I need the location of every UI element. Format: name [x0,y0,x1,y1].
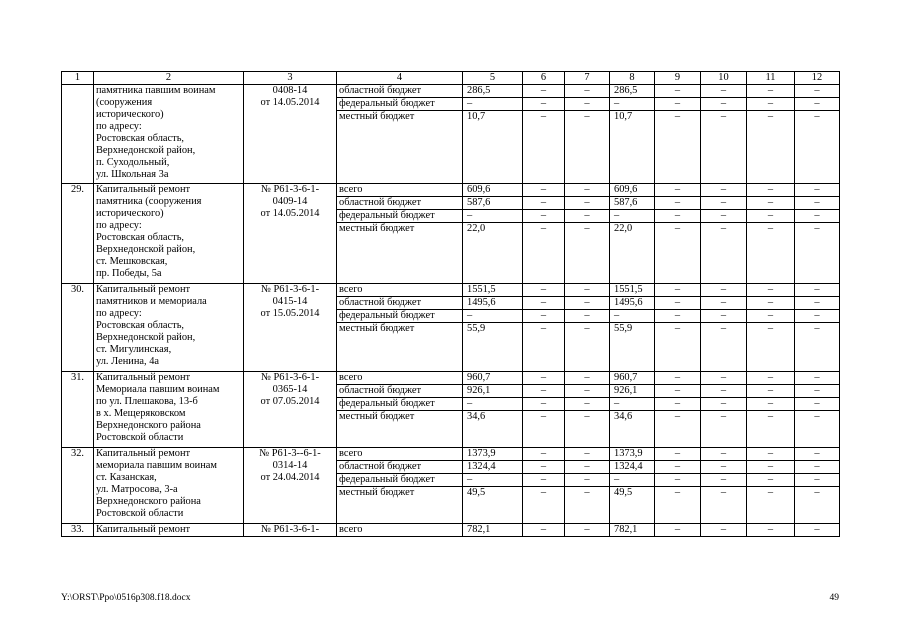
funding-source: областной бюджет [337,461,463,474]
amount-cell-c5: 1495,6 [463,297,523,310]
amount-cell-c10: – [701,223,747,284]
funding-source: областной бюджет [337,297,463,310]
amount-cell-c6: – [523,297,565,310]
description-line: пр. Победы, 5а [96,268,162,279]
description-line: ул. Школьная 3а [96,169,169,180]
amount-cell-c10: – [701,184,747,197]
amount-cell-c5: 587,6 [463,197,523,210]
header-cell: 2 [94,72,244,85]
amount-cell-c12: – [795,385,840,398]
header-cell: 9 [655,72,701,85]
amount-cell-c11: – [747,448,795,461]
description-line: по ул. Плешакова, 13-б [96,396,198,407]
description-line: по адресу: [96,121,142,132]
amount-cell-c9: – [655,197,701,210]
description-line: Капитальный ремонт [96,448,191,459]
funding-source: областной бюджет [337,197,463,210]
amount-cell-c8: 49,5 [610,487,655,524]
amount-cell-c9: – [655,474,701,487]
amount-cell-c7: – [565,411,610,448]
amount-cell-c7: – [565,524,610,537]
amount-cell-c5: 22,0 [463,223,523,284]
funding-source: всего [337,448,463,461]
amount-cell-c12: – [795,197,840,210]
amount-cell-c5: 926,1 [463,385,523,398]
table-row [62,85,840,98]
amount-cell-c12: – [795,111,840,184]
amount-cell-c5: 49,5 [463,487,523,524]
amount-cell-c6: – [523,98,565,111]
amount-cell-c12: – [795,85,840,98]
amount-cell-c11: – [747,98,795,111]
amount-cell-c7: – [565,323,610,372]
description-line: Верхнедонской район, [96,145,196,156]
object-description [94,284,244,372]
description-line: Верхнедонского района [96,420,201,431]
amount-cell-c7: – [565,85,610,98]
description-line: ст. Казанская, [96,472,157,483]
header-cell: 6 [523,72,565,85]
amount-cell-c10: – [701,310,747,323]
amount-cell-c10: – [701,197,747,210]
funding-source: областной бюджет [337,85,463,98]
amount-cell-c9: – [655,411,701,448]
amount-cell-c12: – [795,398,840,411]
document-line: от 14.05.2014 [260,208,320,219]
amount-cell-c6: – [523,385,565,398]
document-line: 0415-14 [272,296,308,307]
amount-cell-c7: – [565,210,610,223]
amount-cell-c6: – [523,524,565,537]
amount-cell-c9: – [655,284,701,297]
description-line: Капитальный ремонт [96,184,191,195]
funding-source: местный бюджет [337,411,463,448]
description-line: Капитальный ремонт [96,284,191,295]
description-line: в х. Мещеряковском [96,408,186,419]
amount-cell-c6: – [523,487,565,524]
amount-cell-c11: – [747,284,795,297]
funding-source: местный бюджет [337,223,463,284]
amount-cell-c6: – [523,85,565,98]
amount-cell-c7: – [565,398,610,411]
amount-cell-c7: – [565,284,610,297]
amount-cell-c7: – [565,197,610,210]
amount-cell-c9: – [655,323,701,372]
description-line: памятника павшим воинам [96,85,216,96]
amount-cell-c5: 1324,4 [463,461,523,474]
amount-cell-c11: – [747,385,795,398]
amount-cell-c8: – [610,398,655,411]
amount-cell-c6: – [523,398,565,411]
amount-cell-c9: – [655,85,701,98]
description-line: Капитальный ремонт [96,524,191,535]
header-cell: 7 [565,72,610,85]
amount-cell-c10: – [701,524,747,537]
amount-cell-c7: – [565,184,610,197]
amount-cell-c7: – [565,297,610,310]
amount-cell-c9: – [655,210,701,223]
description-line: Ростовская область, [96,232,185,243]
funding-source: местный бюджет [337,323,463,372]
amount-cell-c9: – [655,297,701,310]
amount-cell-c5: 609,6 [463,184,523,197]
description-line: ул. Ленина, 4а [96,356,160,367]
document-line: № Р61-3--6-1- [259,448,321,459]
description-line: Ростовской области [96,432,184,443]
description-line: памятника (сооружения [96,196,202,207]
amount-cell-c6: – [523,111,565,184]
amount-cell-c9: – [655,372,701,385]
amount-cell-c12: – [795,461,840,474]
amount-cell-c7: – [565,310,610,323]
amount-cell-c8: – [610,210,655,223]
page-number: 49 [829,593,839,603]
amount-cell-c10: – [701,448,747,461]
amount-cell-c7: – [565,461,610,474]
amount-cell-c11: – [747,487,795,524]
header-cell: 11 [747,72,795,85]
amount-cell-c6: – [523,310,565,323]
amount-cell-c10: – [701,474,747,487]
amount-cell-c12: – [795,487,840,524]
amount-cell-c9: – [655,98,701,111]
object-description [94,448,244,524]
description-line: Верхнедонской район, [96,244,196,255]
amount-cell-c12: – [795,323,840,372]
table-row [62,184,840,197]
amount-cell-c10: – [701,487,747,524]
document-line: от 15.05.2014 [260,308,320,319]
amount-cell-c8: 1373,9 [610,448,655,461]
amount-cell-c11: – [747,474,795,487]
amount-cell-c7: – [565,448,610,461]
description-line: Мемориала павшим воинам [96,384,220,395]
header-cell: 3 [244,72,337,85]
amount-cell-c12: – [795,448,840,461]
amount-cell-c8: 10,7 [610,111,655,184]
document-reference [244,448,337,524]
amount-cell-c5: 10,7 [463,111,523,184]
amount-cell-c5: 1373,9 [463,448,523,461]
funding-source: всего [337,372,463,385]
document-line: № Р61-3-6-1- [260,524,320,535]
amount-cell-c10: – [701,372,747,385]
amount-cell-c8: – [610,98,655,111]
amount-cell-c10: – [701,210,747,223]
amount-cell-c8: 55,9 [610,323,655,372]
document-reference [244,85,337,184]
amount-cell-c6: – [523,210,565,223]
header-cell: 10 [701,72,747,85]
description-line: по адресу: [96,220,142,231]
description-line: исторического) [96,109,164,120]
amount-cell-c6: – [523,197,565,210]
amount-cell-c8: 286,5 [610,85,655,98]
amount-cell-c6: – [523,461,565,474]
header-cell: 4 [337,72,463,85]
amount-cell-c7: – [565,223,610,284]
amount-cell-c12: – [795,223,840,284]
amount-cell-c8: 960,7 [610,372,655,385]
table-body [62,85,840,537]
amount-cell-c10: – [701,398,747,411]
amount-cell-c8: 926,1 [610,385,655,398]
amount-cell-c5: – [463,98,523,111]
document-line: 0314-14 [272,460,308,471]
document-line: 0409-14 [272,196,308,207]
amount-cell-c10: – [701,385,747,398]
header-cell: 12 [795,72,840,85]
amount-cell-c6: – [523,223,565,284]
funding-source: федеральный бюджет [337,310,463,323]
amount-cell-c7: – [565,474,610,487]
funding-source: всего [337,524,463,537]
header-cell: 5 [463,72,523,85]
amount-cell-c7: – [565,372,610,385]
amount-cell-c5: – [463,474,523,487]
document-line: от 14.05.2014 [260,97,320,108]
amount-cell-c7: – [565,487,610,524]
amount-cell-c8: 1324,4 [610,461,655,474]
document-path: Y:\ORST\Ppo\0516p308.f18.docx [61,593,191,603]
description-line: Ростовской области [96,508,184,519]
funding-source: федеральный бюджет [337,398,463,411]
amount-cell-c7: – [565,98,610,111]
amount-cell-c11: – [747,223,795,284]
amount-cell-c5: 34,6 [463,411,523,448]
funding-source: местный бюджет [337,487,463,524]
amount-cell-c11: – [747,323,795,372]
document-line: от 24.04.2014 [260,472,320,483]
amount-cell-c8: – [610,310,655,323]
description-line: Капитальный ремонт [96,372,191,383]
amount-cell-c8: 22,0 [610,223,655,284]
amount-cell-c7: – [565,111,610,184]
amount-cell-c11: – [747,372,795,385]
amount-cell-c5: 286,5 [463,85,523,98]
amount-cell-c12: – [795,284,840,297]
amount-cell-c10: – [701,85,747,98]
amount-cell-c11: – [747,297,795,310]
amount-cell-c5: – [463,210,523,223]
funding-source: федеральный бюджет [337,210,463,223]
description-line: п. Суходольный, [96,157,170,168]
amount-cell-c12: – [795,210,840,223]
amount-cell-c11: – [747,310,795,323]
funding-source: всего [337,284,463,297]
header-cell: 8 [610,72,655,85]
description-line: Верхнедонского района [96,496,201,507]
amount-cell-c9: – [655,461,701,474]
amount-cell-c9: – [655,398,701,411]
document-line: № Р61-3-6-1- [260,284,320,295]
amount-cell-c12: – [795,411,840,448]
document-reference [244,184,337,284]
header-cell: 1 [62,72,94,85]
amount-cell-c11: – [747,210,795,223]
description-line: по адресу: [96,308,142,319]
document-reference [244,372,337,448]
description-line: ул. Матросова, 3-а [96,484,178,495]
amount-cell-c5: 55,9 [463,323,523,372]
amount-cell-c12: – [795,474,840,487]
description-line: Ростовская область, [96,320,185,331]
amount-cell-c5: – [463,398,523,411]
amount-cell-c8: 782,1 [610,524,655,537]
amount-cell-c12: – [795,184,840,197]
amount-cell-c9: – [655,448,701,461]
row-number: 33. [62,524,94,537]
document-reference [244,524,337,537]
amount-cell-c10: – [701,111,747,184]
amount-cell-c8: 1495,6 [610,297,655,310]
document-line: № Р61-3-6-1- [260,372,320,383]
amount-cell-c5: – [463,310,523,323]
object-description [94,184,244,284]
amount-cell-c9: – [655,487,701,524]
amount-cell-c7: – [565,385,610,398]
amount-cell-c9: – [655,385,701,398]
amount-cell-c12: – [795,372,840,385]
description-line: исторического) [96,208,164,219]
amount-cell-c8: – [610,474,655,487]
object-description [94,372,244,448]
row-number: 32. [62,448,94,524]
amount-cell-c6: – [523,474,565,487]
amount-cell-c11: – [747,524,795,537]
amount-cell-c11: – [747,184,795,197]
amount-cell-c8: 609,6 [610,184,655,197]
table-row [62,448,840,461]
funding-source: федеральный бюджет [337,98,463,111]
amount-cell-c12: – [795,524,840,537]
amount-cell-c9: – [655,184,701,197]
document-reference [244,284,337,372]
amount-cell-c10: – [701,284,747,297]
amount-cell-c5: 782,1 [463,524,523,537]
amount-cell-c10: – [701,323,747,372]
row-number: 31. [62,372,94,448]
amount-cell-c11: – [747,461,795,474]
amount-cell-c12: – [795,98,840,111]
amount-cell-c11: – [747,111,795,184]
document-line: от 07.05.2014 [260,396,320,407]
table-row [62,524,840,537]
amount-cell-c6: – [523,184,565,197]
amount-cell-c12: – [795,310,840,323]
amount-cell-c5: 1551,5 [463,284,523,297]
amount-cell-c10: – [701,98,747,111]
description-line: ст. Мешковская, [96,256,168,267]
amount-cell-c10: – [701,297,747,310]
document-line: № Р61-3-6-1- [260,184,320,195]
amount-cell-c8: 1551,5 [610,284,655,297]
amount-cell-c6: – [523,448,565,461]
object-description [94,524,244,537]
document-line: 0365-14 [272,384,308,395]
amount-cell-c5: 960,7 [463,372,523,385]
description-line: памятников и мемориала [96,296,207,307]
budget-table-container [61,71,839,537]
header-row [62,72,840,85]
description-line: (сооружения [96,97,153,108]
description-line: мемориала павшим воинам [96,460,217,471]
description-line: Верхнедонской район, [96,332,196,343]
funding-source: федеральный бюджет [337,474,463,487]
amount-cell-c10: – [701,411,747,448]
funding-source: областной бюджет [337,385,463,398]
amount-cell-c11: – [747,398,795,411]
amount-cell-c11: – [747,85,795,98]
amount-cell-c9: – [655,111,701,184]
amount-cell-c10: – [701,461,747,474]
document-line: 0408-14 [272,85,308,96]
row-number: 30. [62,284,94,372]
amount-cell-c6: – [523,372,565,385]
funding-source: местный бюджет [337,111,463,184]
table-row [62,284,840,297]
amount-cell-c8: 587,6 [610,197,655,210]
amount-cell-c6: – [523,323,565,372]
funding-source: всего [337,184,463,197]
amount-cell-c11: – [747,411,795,448]
amount-cell-c12: – [795,297,840,310]
amount-cell-c9: – [655,310,701,323]
description-line: Ростовская область, [96,133,185,144]
amount-cell-c9: – [655,223,701,284]
description-line: ст. Мигулинская, [96,344,172,355]
amount-cell-c8: 34,6 [610,411,655,448]
row-number: 29. [62,184,94,284]
amount-cell-c6: – [523,411,565,448]
amount-cell-c6: – [523,284,565,297]
budget-table [61,71,840,537]
table-row [62,372,840,385]
amount-cell-c11: – [747,197,795,210]
object-description [94,85,244,184]
amount-cell-c9: – [655,524,701,537]
row-number [62,85,94,184]
